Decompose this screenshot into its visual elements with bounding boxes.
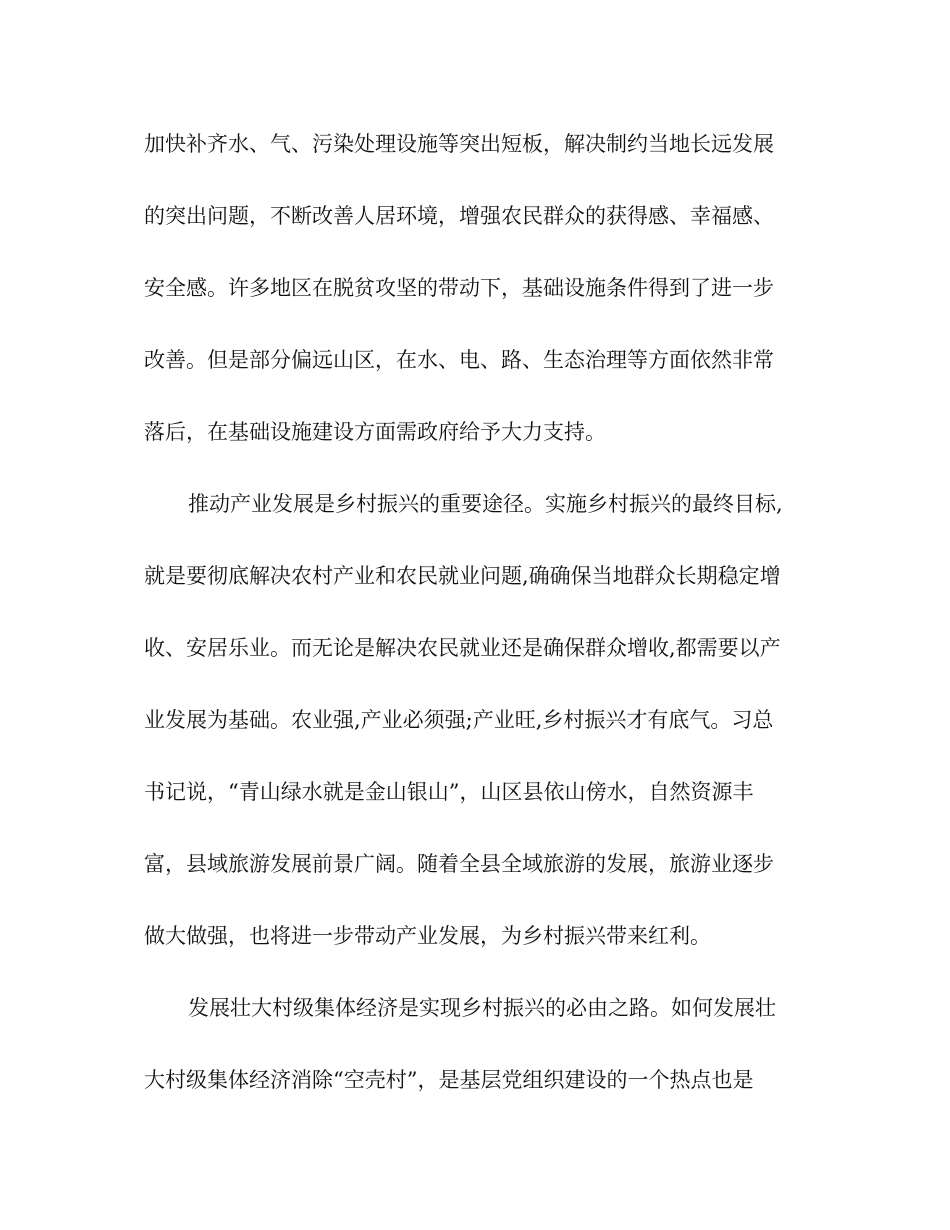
text-line: 加快补齐水、气、污染处理设施等突出短板，解决制约当地长远发展	[144, 132, 774, 156]
text-line: 落后，在基础设施建设方面需政府给予大力支持。	[144, 420, 606, 444]
text-line: 改善。但是部分偏远山区，在水、电、路、生态治理等方面依然非常	[144, 348, 774, 372]
text-line: 书记说，“青山绿水就是金山银山”，山区县依山傍水，自然资源丰	[144, 780, 754, 804]
text-line: 富，县域旅游发展前景广阔。随着全县全域旅游的发展，旅游业逐步	[144, 852, 774, 876]
text-line: 就是要彻底解决农村产业和农民就业问题,确确保当地群众长期稳定增	[144, 564, 781, 588]
text-line: 收、安居乐业。而无论是解决农民就业还是确保群众增收,都需要以产	[144, 636, 781, 660]
text-line: 大村级集体经济消除“空壳村”，是基层党组织建设的一个热点也是	[144, 1068, 754, 1092]
paragraph-first-line: 发展壮大村级集体经济是实现乡村振兴的必由之路。如何发展壮	[188, 996, 776, 1020]
document-body	[144, 118, 812, 1126]
text-line: 做大做强，也将进一步带动产业发展，为乡村振兴带来红利。	[144, 924, 711, 948]
text-line: 安全感。许多地区在脱贫攻坚的带动下，基础设施条件得到了进一步	[144, 276, 774, 300]
text-line: 业发展为基础。农业强,产业必须强;产业旺,乡村振兴才有底气。习总	[144, 708, 774, 732]
paragraph-first-line: 推动产业发展是乡村振兴的重要途径。实施乡村振兴的最终目标,	[188, 492, 783, 516]
text-line: 的突出问题，不断改善人居环境，增强农民群众的获得感、幸福感、	[144, 204, 774, 228]
